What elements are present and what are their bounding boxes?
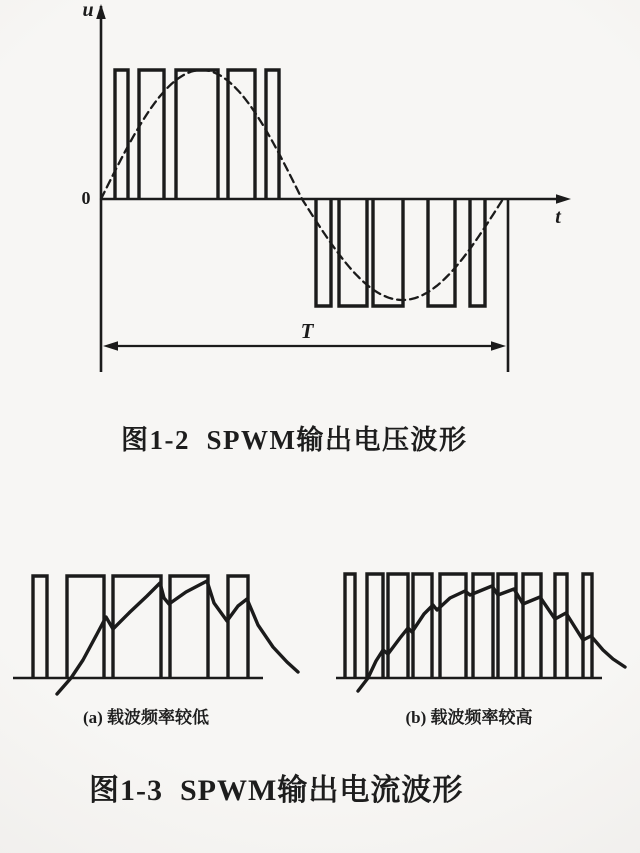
period-left-arrowhead	[103, 341, 118, 351]
voltage-pulse-train	[345, 574, 592, 678]
y-axis-arrowhead	[96, 4, 106, 19]
sine-modulation-curve	[101, 70, 503, 300]
voltage-diagram	[82, 0, 572, 372]
current-diagram-low-carrier-freq	[13, 576, 298, 694]
x-axis-label: t	[555, 206, 561, 228]
y-axis-label: u	[82, 0, 94, 21]
period-label: T	[300, 319, 314, 343]
positive-pulse-train	[115, 70, 279, 199]
origin-label: 0	[81, 188, 91, 208]
subfigure-a-caption: (a) 载波频率较低	[82, 708, 210, 727]
figure-1-2-caption: 图1-2 SPWM输出电压波形	[121, 425, 468, 455]
figure-1-3-caption: 图1-3 SPWM输出电流波形	[89, 774, 464, 807]
voltage-pulse-train	[33, 576, 248, 678]
x-axis-arrowhead	[556, 194, 571, 204]
subfigure-b-caption: (b) 载波频率较高	[405, 708, 533, 727]
current-diagram-high-carrier-freq	[336, 574, 625, 691]
period-right-arrowhead	[491, 341, 506, 351]
negative-pulse-train	[316, 199, 485, 306]
